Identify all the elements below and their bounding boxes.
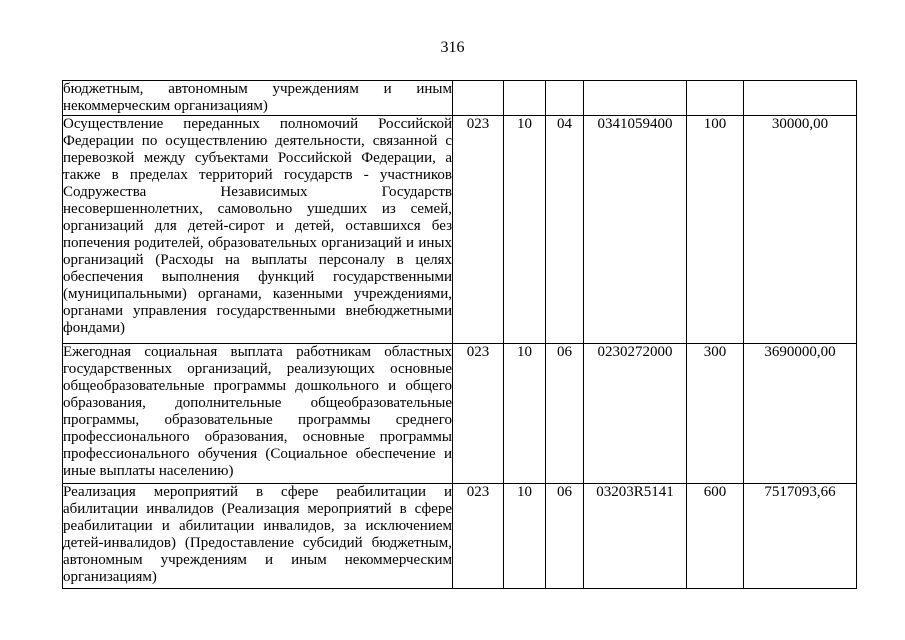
expense-type-cell: 600 <box>687 484 744 589</box>
amount-cell <box>744 81 857 116</box>
amount-cell: 3690000,00 <box>744 344 857 484</box>
expense-name-cell: Реализация мероприятий в сфере реабилитации и абилитации инвалидов (Реализация мероприятий в сфере реабилитации и абилитации инвалидов, за исключением детей-инвалидов) (Предоставление субсидий бюджетным, автономным учреждениям и иным некоммерческим организациям) <box>63 484 453 589</box>
subsection-code-cell: 06 <box>546 344 584 484</box>
budget-table <box>62 80 857 589</box>
table-row <box>63 344 857 484</box>
grbs-code-cell: 023 <box>453 116 504 344</box>
subsection-code-cell <box>546 81 584 116</box>
target-article-cell <box>584 81 687 116</box>
expense-type-cell <box>687 81 744 116</box>
grbs-code-cell <box>453 81 504 116</box>
expense-type-cell: 300 <box>687 344 744 484</box>
target-article-cell: 03203R5141 <box>584 484 687 589</box>
grbs-code-cell: 023 <box>453 344 504 484</box>
target-article-cell: 0341059400 <box>584 116 687 344</box>
amount-cell: 7517093,66 <box>744 484 857 589</box>
subsection-code-cell: 06 <box>546 484 584 589</box>
section-code-cell: 10 <box>504 484 546 589</box>
expense-name-cell: бюджетным, автономным учреждениям и иным некоммерческим организациям) <box>63 81 452 114</box>
expense-name-cell: Ежегодная социальная выплата работникам областных государственных организаций, реализующих основные общеобразовательные программы дошкольного и общего образования, дополнительные общеобразовательные программы, образовательные программы среднего профессионального образования, основные программы профессионального обучения (Социальное обеспечение и иные выплаты населению) <box>63 344 453 484</box>
expense-name-cell: Осуществление переданных полномочий Российской Федерации по осуществлению деятельности, связанной с перевозкой между субъектами Российской Федерации, а также в пределах территорий государств - участников Содружества Независимых Государств несовершеннолетних, самовольно ушедших из семей, организаций для детей-сирот и детей, оставшихся без попечения родителей, образовательных организаций и иных организаций (Расходы на выплаты персоналу в целях обеспечения выполнения функций государственными (муниципальными) органами, казенными учреждениями, органами управления государственными внебюджетными фондами) <box>63 116 453 344</box>
section-code-cell <box>504 81 546 116</box>
subsection-code-cell: 04 <box>546 116 584 344</box>
section-code-cell: 10 <box>504 344 546 484</box>
table-row <box>63 116 857 344</box>
page-number: 316 <box>440 39 465 56</box>
table-row <box>63 81 857 116</box>
table-row <box>63 484 857 589</box>
grbs-code-cell: 023 <box>453 484 504 589</box>
target-article-cell: 0230272000 <box>584 344 687 484</box>
amount-cell: 30000,00 <box>744 116 857 344</box>
expense-type-cell: 100 <box>687 116 744 344</box>
section-code-cell: 10 <box>504 116 546 344</box>
